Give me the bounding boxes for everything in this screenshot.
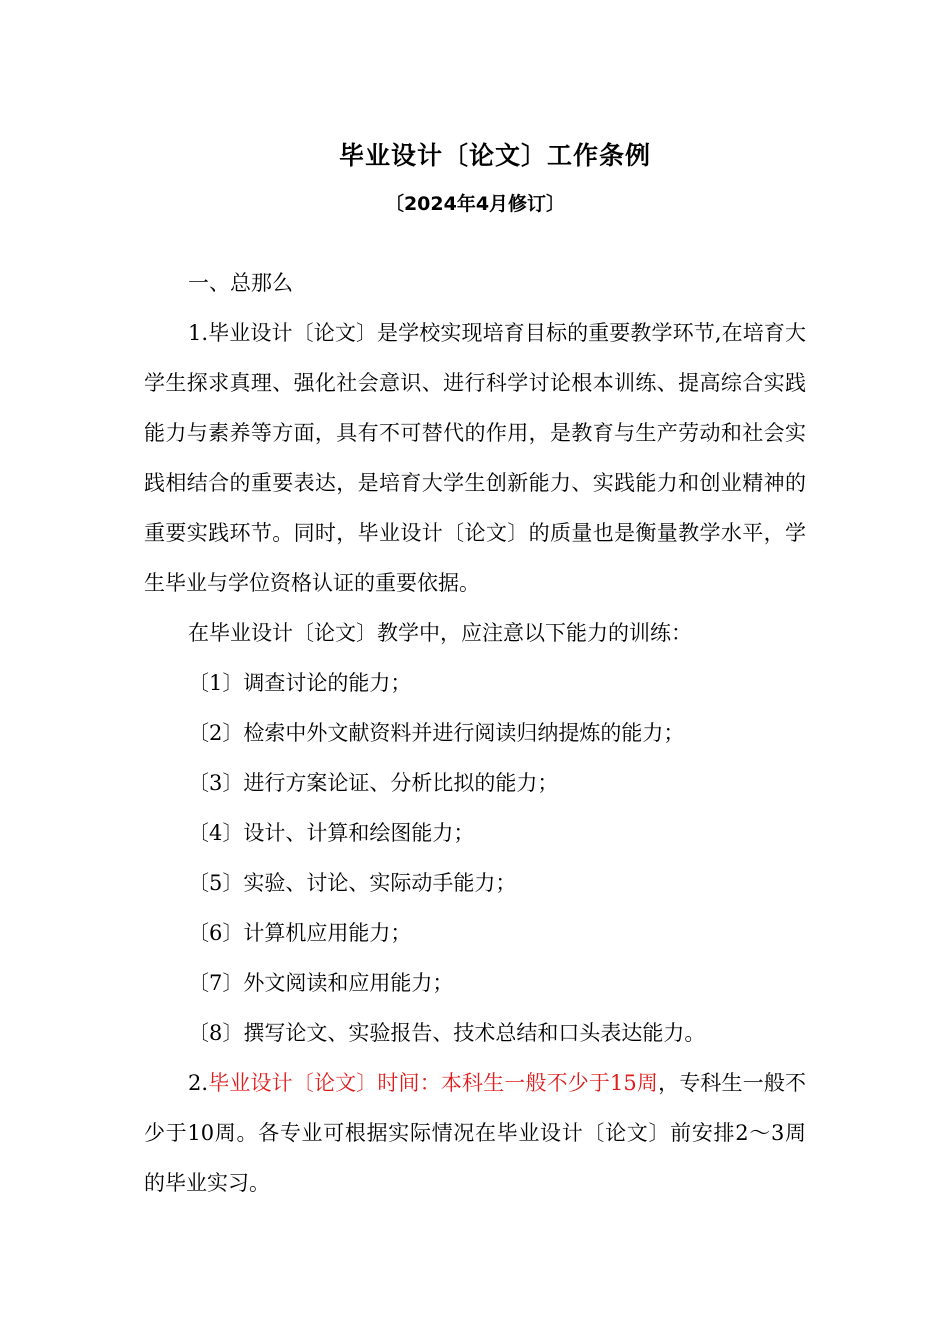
ability-item-3: 〔3〕进行方案论证、分析比拟的能力；	[188, 771, 559, 795]
document-body	[144, 258, 806, 1208]
document-title: 毕业设计〔论文〕工作条例	[338, 141, 651, 170]
ability-item-8: 〔8〕撰写论文、实验报告、技术总结和口头表达能力。	[188, 1021, 706, 1045]
ability-item-2: 〔2〕检索中外文献资料并进行阅读归纳提炼的能力；	[188, 721, 685, 745]
ability-item-5: 〔5〕实验、讨论、实际动手能力；	[188, 871, 517, 895]
ability-item-7: 〔7〕外文阅读和应用能力；	[188, 971, 454, 995]
ability-item-1: 〔1〕调查讨论的能力；	[188, 671, 412, 695]
paragraph-2: 在毕业设计〔论文〕教学中，应注意以下能力的训练：	[188, 621, 692, 645]
paragraph-3	[144, 1058, 806, 1208]
paragraph-3-number: 2.	[188, 1071, 209, 1095]
paragraph-1: 1.毕业设计〔论文〕是学校实现培育目标的重要教学环节,在培育大学生探求真理、强化社会意识、进行科学讨论根本训练、提高综合实践能力与素养等方面，具有不可替代的作用，是教育与生产劳动和社会实践相结合的重要表达，是培育大学生创新能力、实践能力和创业精神的重要实践环节。同时，毕业设计〔论文〕的质量也是衡量教学水平，学生毕业与学位资格认证的重要依据。	[144, 321, 806, 595]
document-subtitle: 〔2024年4月修订〕	[384, 193, 566, 215]
ability-item-6: 〔6〕计算机应用能力；	[188, 921, 412, 945]
ability-item-4: 〔4〕设计、计算和绘图能力；	[188, 821, 475, 845]
paragraph-3-rest: ，专科生一般不少于10周。各专业可根据实际情况在毕业设计〔论文〕前安排2～3周的毕业实习。	[144, 1071, 806, 1195]
highlighted-duration-text: 毕业设计〔论文〕时间：本科生一般不少于15周	[208, 1071, 659, 1095]
section-heading: 一、总那么	[188, 271, 293, 295]
